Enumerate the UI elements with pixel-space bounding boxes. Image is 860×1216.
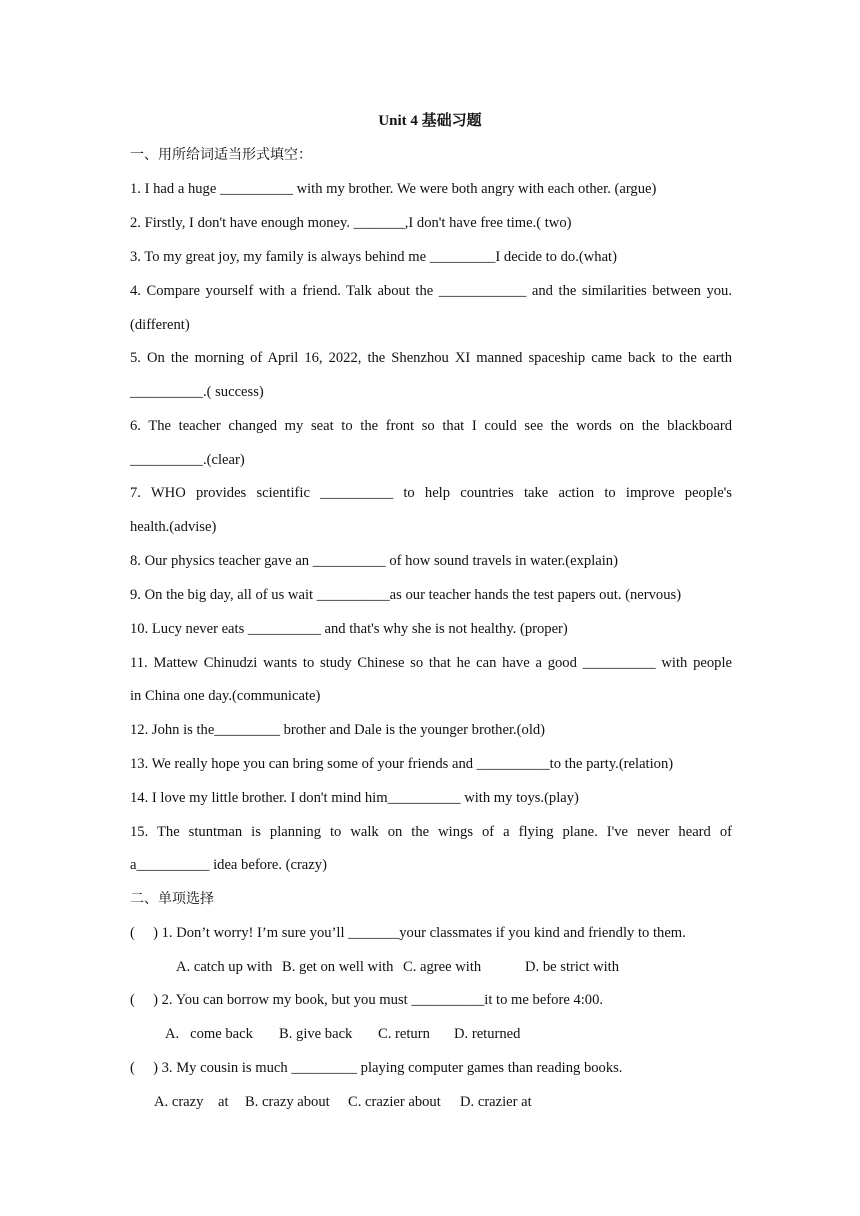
question-line: 1. I had a huge __________ with my brother. We were both angry with each other. (argue) [130, 181, 657, 197]
mc-option: A. crazy at [154, 1094, 229, 1110]
question-line: 8. Our physics teacher gave an __________ of how sound travels in water.(explain) [130, 553, 618, 569]
question-line: 14. I love my little brother. I don't mind him__________ with my toys.(play) [130, 790, 579, 806]
mc-option: D. returned [454, 1026, 521, 1042]
question-line: (different) [130, 317, 190, 333]
question-line: in China one day.(communicate) [130, 688, 321, 704]
page-title: Unit 4 基础习题 [378, 113, 482, 129]
question-line: 13. We really hope you can bring some of your friends and __________to the party.(relation) [130, 756, 674, 772]
question-line: 5. On the morning of April 16, 2022, the Shenzhou XI manned spaceship came back to the earth [130, 350, 732, 366]
section-heading: 二、单项选择 [130, 891, 214, 907]
question-line: health.(advise) [130, 519, 217, 535]
mc-question-stem: ( ) 3. My cousin is much _________ playing computer games than reading books. [130, 1060, 623, 1076]
question-line: 15. The stuntman is planning to walk on the wings of a flying plane. I've never heard of [130, 824, 732, 840]
mc-option: B. get on well with [282, 959, 394, 975]
mc-option: B. crazy about [245, 1094, 330, 1110]
question-line: __________.( success) [130, 384, 264, 400]
question-line: 2. Firstly, I don't have enough money. _______,I don't have free time.( two) [130, 215, 572, 231]
question-line: 11. Mattew Chinudzi wants to study Chinese so that he can have a good __________ with people [130, 655, 732, 671]
question-line: __________.(clear) [130, 452, 245, 468]
mc-option: A. come back [165, 1026, 253, 1042]
question-line: 4. Compare yourself with a friend. Talk about the ____________ and the similarities between you. [130, 283, 732, 299]
question-line: 6. The teacher changed my seat to the front so that I could see the words on the blackboard [130, 418, 732, 434]
mc-option: C. crazier about [348, 1094, 441, 1110]
question-line: a__________ idea before. (crazy) [130, 857, 327, 873]
question-line: 12. John is the_________ brother and Dale is the younger brother.(old) [130, 722, 546, 738]
mc-option: A. catch up with [176, 959, 273, 975]
question-line: 7. WHO provides scientific __________ to help countries take action to improve people's [130, 485, 732, 501]
section-heading: 一、用所给词适当形式填空： [130, 147, 312, 163]
mc-question-stem: ( ) 1. Don’t worry! I’m sure you’ll _______your classmates if you kind and friendly to them. [130, 925, 686, 941]
mc-option: C. return [378, 1026, 430, 1042]
question-line: 10. Lucy never eats __________ and that's why she is not healthy. (proper) [130, 621, 568, 637]
mc-option: D. be strict with [525, 959, 620, 975]
mc-option: D. crazier at [460, 1094, 532, 1110]
question-line: 3. To my great joy, my family is always behind me _________I decide to do.(what) [130, 249, 617, 265]
question-line: 9. On the big day, all of us wait __________as our teacher hands the test papers out. (nervous) [130, 587, 682, 603]
mc-question-stem: ( ) 2. You can borrow my book, but you must __________it to me before 4:00. [130, 992, 604, 1008]
mc-option: C. agree with [403, 959, 482, 975]
mc-option: B. give back [279, 1026, 353, 1042]
